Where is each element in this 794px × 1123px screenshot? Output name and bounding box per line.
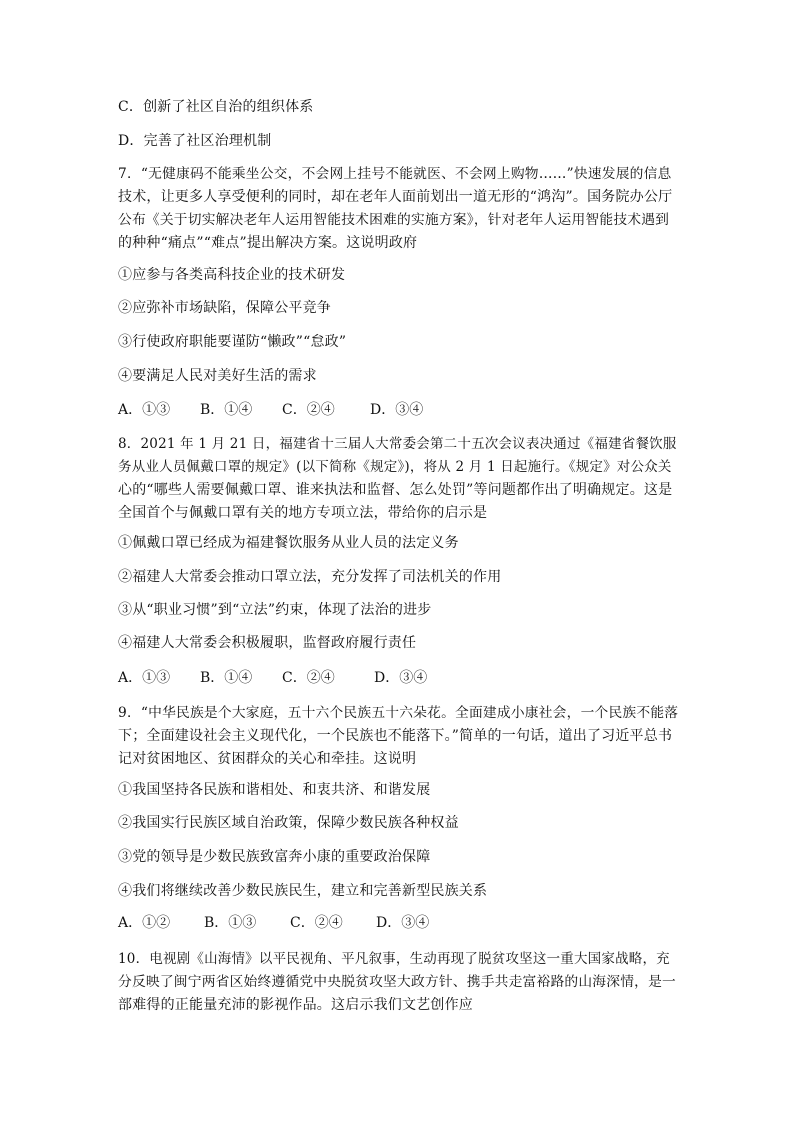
q7-item-3: ③行使政府职能要谨防“懒政”“怠政” (118, 334, 347, 350)
q8-item-3: ③从“职业习惯”到“立法”约束，体现了法治的进步 (118, 602, 432, 618)
q9-item-3: ③党的领导是少数民族致富奔小康的重要政治保障 (118, 849, 431, 865)
q9-choices (118, 913, 429, 933)
q8-choice-d: D．③④ (374, 670, 428, 686)
q7-stem-line-4: 的种种“痛点”“难点”提出解决方案。这说明政府 (118, 235, 418, 251)
q8-stem-line-2: 务从业人员佩戴口罩的规定》(以下简称《规定》)，将从 2 月 1 日起施行。《规定》对公众关 (118, 459, 672, 475)
q10-stem-line-1: 10．电视剧《山海情》以平民视角、平凡叙事，生动再现了脱贫攻坚这一重大国家战略，充 (118, 951, 670, 967)
q9-item-4: ④我们将继续改善少数民族民生，建立和完善新型民族关系 (118, 883, 488, 899)
q9-choice-c: C．②④ (290, 915, 343, 931)
q8-choice-a: A．①③ (118, 670, 171, 686)
q7-item-4: ④要满足人民对美好生活的需求 (118, 368, 317, 384)
q7-item-2: ②应弥补市场缺陷，保障公平竞争 (118, 300, 331, 316)
q9-choice-d: D．③④ (376, 915, 430, 931)
q9-choice-a: A．①② (118, 915, 171, 931)
q10-stem-line-3: 部难得的正能量充沛的影视作品。这启示我们文艺创作应 (118, 997, 473, 1013)
q7-stem-line-2: 技术，让更多人享受便利的同时，却在老年人面前划出一道无形的“鸿沟”。国务院办公厅 (118, 189, 673, 205)
q9-choice-b: B．①③ (204, 915, 257, 931)
q9-item-1: ①我国坚持各民族和谐相处、和衷共济、和谐发展 (118, 782, 431, 798)
q7-choices (118, 400, 423, 420)
q8-choices (118, 668, 427, 688)
q7-stem-line-1: 7．“无健康码不能乘坐公交，不会网上挂号不能就医、不会网上购物……”快速发展的信息 (118, 166, 672, 182)
q7-choice-a: A．①③ (118, 402, 171, 418)
q9-stem-line-2: 下；全面建设社会主义现代化，一个民族也不能落下。”简单的一句话，道出了习近平总书 (118, 728, 673, 744)
q8-stem-line-4: 全国首个与佩戴口罩有关的地方专项立法，带给你的启示是 (118, 505, 488, 521)
q8-item-2: ②福建人大常委会推动口罩立法，充分发挥了司法机关的作用 (118, 569, 502, 585)
q8-stem-line-3: 心的“哪些人需要佩戴口罩、谁来执法和监督、怎么处罚”等问题都作出了明确规定。这是 (118, 482, 673, 498)
q7-choice-d: D．③④ (370, 402, 424, 418)
q7-stem-line-3: 公布《关于切实解决老年人运用智能技术困难的实施方案》，针对老年人运用智能技术遇到 (118, 212, 670, 228)
q7-choice-c: C．②④ (282, 402, 335, 418)
q8-choice-b: B．①④ (200, 670, 253, 686)
q9-stem-line-3: 记对贫困地区、贫困群众的关心和牵挂。这说明 (118, 751, 417, 767)
q7-item-1: ①应参与各类高科技企业的技术研发 (118, 267, 346, 283)
q7-choice-b: B．①④ (200, 402, 253, 418)
q6-option-d: D．完善了社区治理机制 (118, 133, 272, 149)
q8-item-4: ④福建人大常委会积极履职，监督政府履行责任 (118, 635, 417, 651)
q8-choice-c: C．②④ (282, 670, 335, 686)
q8-item-1: ①佩戴口罩已经成为福建餐饮服务从业人员的法定义务 (118, 535, 459, 551)
q9-stem-line-1: 9．“中华民族是个大家庭，五十六个民族五十六朵花。全面建成小康社会，一个民族不能落 (118, 705, 679, 721)
q6-option-c: C．创新了社区自治的组织体系 (118, 99, 314, 115)
q9-item-2: ②我国实行民族区域自治政策，保障少数民族各种权益 (118, 815, 459, 831)
q8-stem-line-1: 8．2021 年 1 月 21 日，福建省十三届人大常委会第二十五次会议表决通过《福建省餐饮服 (118, 436, 677, 452)
q10-stem-line-2: 分反映了闽宁两省区始终遵循党中央脱贫攻坚大政方针、携手共走富裕路的山海深情，是一 (118, 974, 677, 990)
